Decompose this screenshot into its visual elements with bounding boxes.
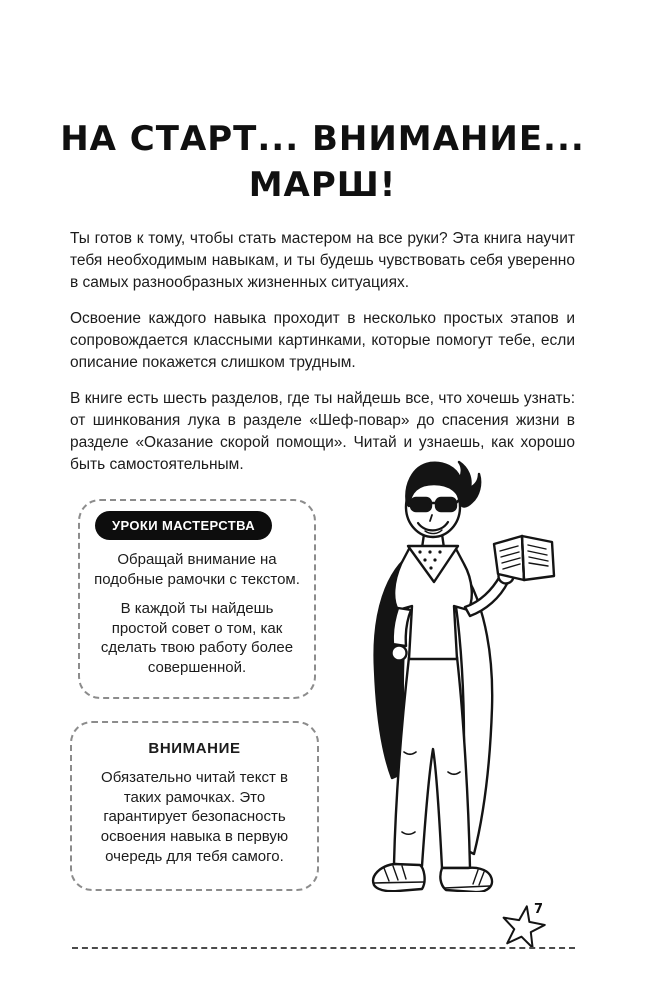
footer-divider bbox=[72, 947, 575, 949]
tip-box-label: УРОКИ МАСТЕРСТВА bbox=[95, 511, 272, 540]
page-title-line1: НА СТАРТ... ВНИМАНИЕ... bbox=[60, 119, 585, 159]
warning-box-label: ВНИМАНИЕ bbox=[148, 740, 241, 757]
paragraph-3: В книге есть шесть разделов, где ты найдешь все, что хочешь узнать: от шинкования лука в разделе «Шеф-повар» до спасения жизни в разделе «Оказание скорой помощи». Читай и узнаешь, как хорошо быть самостоятельным. bbox=[70, 390, 575, 473]
warning-box bbox=[70, 721, 319, 891]
intro-text bbox=[70, 228, 575, 490]
page-title-line2: МАРШ! bbox=[248, 165, 397, 206]
boy-with-book-svg bbox=[332, 452, 564, 892]
page-title bbox=[0, 116, 645, 208]
tip-box-text-1: Обращай внимание на подобные рамочки с текстом. bbox=[94, 551, 300, 588]
paragraph-2: Освоение каждого навыка проходит в несколько простых этапов и сопровождается классными картинками, которые помогут тебе, если описание покажется слишком трудным. bbox=[70, 310, 575, 371]
paragraph-1: Ты готов к тому, чтобы стать мастером на все руки? Эта книга научит тебя необходимым навыкам, и ты будешь чувствовать себя уверенно в самых разнообразных жизненных ситуациях. bbox=[70, 230, 575, 291]
tip-box-text-2: В каждой ты найдешь простой совет о том, как сделать твою работу более совершенной. bbox=[100, 599, 294, 677]
warning-box-text: Обязательно читай текст в таких рамочках. Это гарантирует безопасность освоения навыка в первую очередь для тебя самого. bbox=[100, 768, 289, 865]
tip-box-label-row bbox=[95, 511, 301, 540]
page-number: 7 bbox=[533, 902, 543, 917]
page-number-star bbox=[498, 901, 550, 949]
tip-box bbox=[78, 499, 316, 699]
boy-with-book-illustration bbox=[332, 452, 564, 892]
